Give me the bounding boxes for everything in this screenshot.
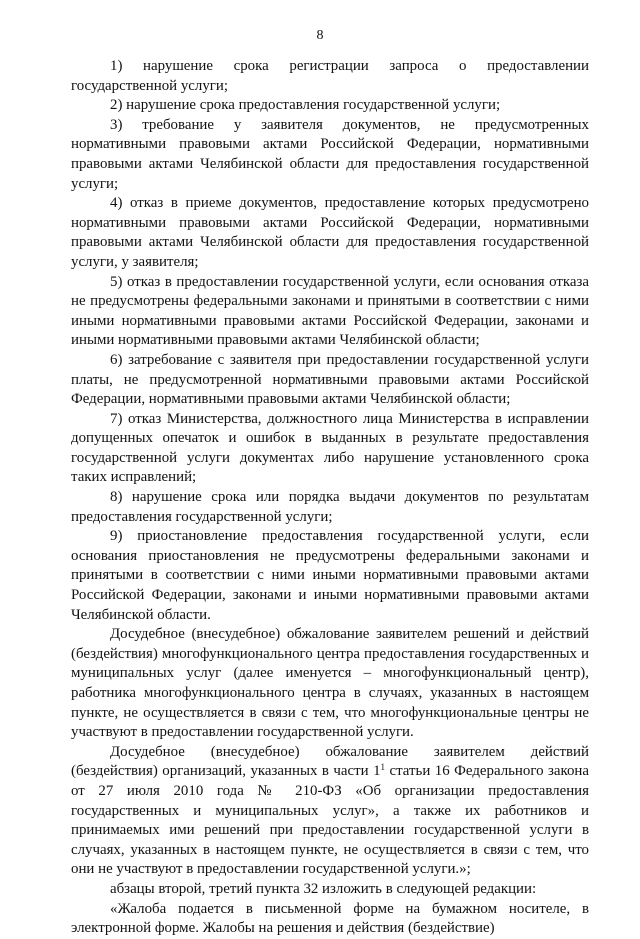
list-item-1: 1) нарушение срока регистрации запроса о предоставлении государственной услуги; (71, 58, 589, 94)
paragraph-amendment: абзацы второй, третий пункта 32 изложить в следующей редакции: (110, 880, 537, 897)
list-item-8: 8) нарушение срока или порядка выдачи документов по результатам предоставления государственной услуги; (71, 489, 589, 525)
superscript-part-number: 1 (380, 762, 386, 773)
page-number: 8 (316, 28, 324, 43)
list-item-5: 5) отказ в предоставлении государственной услуги, если основания отказа не предусмотрены федеральными законами и принятыми в соответствии с ними иными нормативными правовыми актами Российской Федерации, законами и иными нормативными правовыми актами Челябинской области; (71, 273, 589, 349)
paragraph-organizations-text-start: Досудебное (внесудебное) обжалование заявителем действий (бездействия) организаций, указанных в части 1 (71, 743, 589, 780)
list-item-4: 4) отказ в приеме документов, предоставление которых предусмотрено нормативными правовыми актами Российской Федерации, нормативными правовыми актами Челябинской области для предоставления государственной услуги, у заявителя; (71, 195, 589, 270)
document-body (71, 57, 589, 939)
paragraph-organizations-appeal (71, 743, 589, 880)
list-item-6: 6) затребование с заявителя при предоставлении государственной услуги платы, не предусмотренной нормативными правовыми актами Российской Федерации, нормативными правовыми актами Челябинской области; (71, 351, 589, 408)
list-item-9: 9) приостановление предоставления государственной услуги, если основания приостановления не предусмотрены федеральными законами и принятыми в соответствии с ними иными нормативными правовыми актами Российской Федерации, законами и иными нормативными правовыми актами Челябинской области. (71, 528, 589, 623)
paragraph-organizations-text-end: статьи 16 Федерального закона от 27 июля 2010 года № 210-ФЗ «Об организации предоставления государственных и муниципальных услуг», а также их работников и принимаемых ими решений при предоставлении государственной услуги в случаях, указанных в настоящем пункте, не осуществляется в связи с тем, что они не участвуют в предоставлении государственной услуги.»; (71, 763, 589, 878)
paragraph-complaint: «Жалоба подается в письменной форме на бумажном носителе, в электронной форме. Жалобы на решения и действия (бездействие) (71, 900, 589, 937)
list-item-2: 2) нарушение срока предоставления государственной услуги; (110, 97, 501, 114)
list-item-7: 7) отказ Министерства, должностного лица Министерства в исправлении допущенных опечаток и ошибок в выданных в результате предоставления государственной услуги документах либо нарушение установленного срока таких исправлений; (71, 410, 589, 486)
list-item-3: 3) требование у заявителя документов, не предусмотренных нормативными правовыми актами Российской Федерации, нормативными правовыми актами Челябинской области для предоставления государственной услуги; (71, 116, 589, 192)
paragraph-mfc-appeal: Досудебное (внесудебное) обжалование заявителем решений и действий (бездействия) многофункционального центра предоставления государственных и муниципальных услуг (далее именуется – многофункциональный центр), работника многофункционального центра в случаях, указанных в настоящем пункте, не осуществляется в связи с тем, что многофункциональные центры не участвуют в предоставлении государственной услуги. (71, 626, 589, 741)
